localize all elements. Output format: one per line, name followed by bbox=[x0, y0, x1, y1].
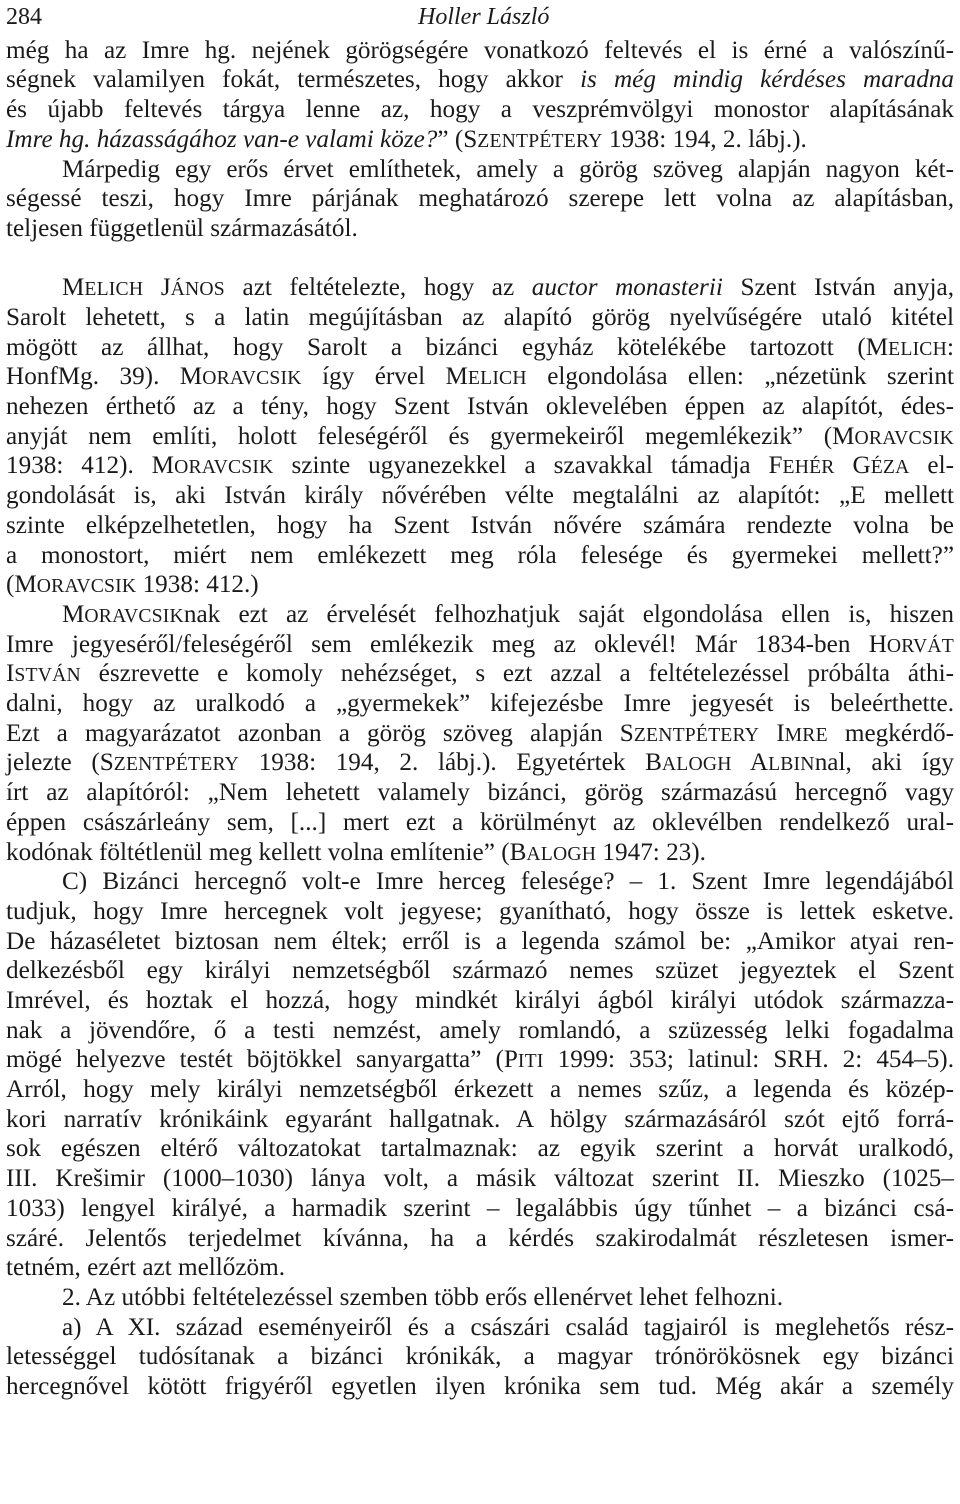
text-run: Sarolt lehetett, s a latin megújításban az alapító görög nyelvűségére utaló kitétel bbox=[6, 304, 954, 331]
text-run: HonfMg. 39). M bbox=[6, 363, 203, 390]
text-run: kori narratív krónikáink egyaránt hallgatnak. A hölgy származásáról szót ejtő forrá- bbox=[6, 1106, 954, 1133]
text-line bbox=[6, 927, 954, 957]
text-run: sok egészen eltérő változatokat tartalmaznak: az egyik szerint a horvát uralkodó, bbox=[6, 1135, 954, 1162]
page-header bbox=[6, 4, 954, 38]
text-run: megkérdő- bbox=[827, 720, 954, 747]
small-caps-name: ZENTPÉTERY bbox=[113, 753, 240, 775]
small-caps-name: ÉZA bbox=[870, 456, 910, 478]
text-line bbox=[6, 184, 954, 214]
text-line bbox=[6, 422, 954, 452]
text-line bbox=[6, 1194, 954, 1224]
text-line bbox=[6, 541, 954, 571]
italic-text: auctor monasterii bbox=[531, 274, 723, 301]
text-run: 2. Az utóbbi feltételezéssel szemben több erős ellenérvet lehet felhozni. bbox=[62, 1284, 784, 1311]
text-run: el- bbox=[909, 452, 954, 479]
text-line bbox=[6, 333, 954, 363]
text-line bbox=[6, 511, 954, 541]
text-run: nal, aki így bbox=[814, 749, 954, 776]
text-run: szinte elképzelhetetlen, hogy ha Szent István nővére számára rendezte volna be bbox=[6, 512, 954, 539]
italic-text: Imre hg. házasságához van-e valami köze? bbox=[6, 126, 438, 153]
small-caps-name: ELICH bbox=[84, 278, 144, 300]
text-line bbox=[6, 956, 954, 986]
small-caps-name: ELICH bbox=[888, 338, 947, 360]
small-caps-name: ORAVCSIK bbox=[174, 456, 274, 478]
text-run: III. Krešimir (1000–1030) lánya volt, a másik változat szerint II. Mieszko (1025– bbox=[6, 1165, 954, 1192]
text-run: nak a jövendőre, ő a testi nemzést, amely romlandó, a szüzesség lelki fogadalma bbox=[6, 1017, 954, 1044]
text-run: Arról, hogy mely királyi nemzetségből érkezett a nemes szűz, a legenda és közép- bbox=[6, 1076, 954, 1103]
small-caps-name: ORAVCSIK bbox=[202, 367, 302, 389]
text-run: 1938: 194, 2. lábj.). bbox=[602, 126, 807, 153]
text-run: 1947: 23). bbox=[596, 839, 706, 866]
text-run: (M bbox=[6, 571, 37, 598]
small-caps-name: ÁNOS bbox=[170, 278, 225, 300]
text-run: kodónak föltétlenül meg kellett volna említenie” (B bbox=[6, 839, 527, 866]
text-run: éppen császárleány sem, [...] mert ezt a körülményt az oklevélben rendelkező ural- bbox=[6, 809, 954, 836]
small-caps-name: EHÉR bbox=[782, 456, 835, 478]
text-line bbox=[6, 630, 954, 660]
small-caps-name: LBIN bbox=[768, 753, 815, 775]
text-line bbox=[6, 748, 954, 778]
small-caps-name: STVÁN bbox=[14, 664, 81, 686]
text-line bbox=[6, 1253, 954, 1283]
text-run: észrevette e komoly nehézséget, s ezt azzal a feltételezéssel próbálta áthi- bbox=[80, 660, 954, 687]
text-line bbox=[62, 600, 954, 630]
text-run: még ha az Imre hg. nejének görögségére vonatkozó feltevés el is érné a valószínű- bbox=[6, 37, 954, 64]
small-caps-name: ITI bbox=[517, 1050, 544, 1072]
text-run: ségnek valamilyen fokát, természetes, hogy akkor bbox=[6, 66, 581, 93]
text-run: és újabb feltevés tárgya lenne az, hogy a veszprémvölgyi monostor alapításának bbox=[6, 96, 954, 123]
text-run: Imre jegyeséről/feleségéről sem emlékezik meg az oklevél! Már 1834-ben H bbox=[6, 631, 887, 658]
text-line bbox=[6, 1372, 954, 1402]
page-number: 284 bbox=[6, 4, 42, 30]
small-caps-name: ORAVCSIK bbox=[854, 427, 954, 449]
text-line bbox=[6, 362, 954, 392]
text-run: I bbox=[6, 660, 15, 687]
text-line bbox=[6, 1164, 954, 1194]
text-line bbox=[6, 570, 954, 600]
small-caps-name: ELICH bbox=[467, 367, 527, 389]
small-caps-name: ZENTPÉTERY bbox=[633, 724, 760, 746]
running-head-author: Holler László bbox=[418, 4, 550, 30]
text-run: De házaséletet biztosan nem éltek; erről is a legenda számol be: „Amikor atyai ren- bbox=[6, 928, 954, 955]
text-run: mögé helyezve testét böjtökkel sanyargatta” (P bbox=[6, 1046, 518, 1073]
small-caps-name: MRE bbox=[784, 724, 828, 746]
text-line bbox=[6, 838, 954, 868]
text-run: ségessé teszi, hogy Imre párjának meghatározó szerepe lett volna az alapításban, bbox=[6, 185, 954, 212]
text-run: teljesen függetlenül származásától. bbox=[6, 215, 358, 242]
text-run: 1938: 412.) bbox=[136, 571, 259, 598]
text-run: így érvel M bbox=[301, 363, 468, 390]
italic-text: is még mindig kérdéses maradna bbox=[580, 66, 954, 93]
text-run: jelezte (S bbox=[6, 749, 114, 776]
text-run: hercegnővel kötött frigyéről egyetlen ilyen krónika sem tud. Még akár a személy bbox=[6, 1373, 954, 1400]
text-run: gondolását is, aki István király nővérében vélte megtalálni az alapítót: „E mellett bbox=[6, 482, 954, 509]
text-line bbox=[62, 155, 954, 185]
text-run: tudjuk, hogy Imre hercegnek volt jegyese; gyanítható, hogy össze is lettek esketve. bbox=[6, 898, 954, 925]
text-line bbox=[6, 1224, 954, 1254]
text-run: a monostort, miért nem emlékezett meg róla felesége és gyermekei mellett?” bbox=[6, 542, 954, 569]
text-line bbox=[6, 303, 954, 333]
text-run: Márpedig egy erős érvet említhetek, amely a görög szöveg alapján nagyon két- bbox=[62, 156, 954, 183]
text-run: mögött az állhat, hogy Sarolt a bizánci egyház kötelékébe tartozott (M bbox=[6, 334, 889, 361]
small-caps-name: ORAVCSIK bbox=[84, 605, 184, 627]
text-line bbox=[6, 36, 954, 66]
text-run: 1938: 194, 2. lábj.). Egyetértek B bbox=[239, 749, 662, 776]
text-run: G bbox=[834, 452, 871, 479]
text-line bbox=[6, 65, 954, 95]
text-line bbox=[6, 719, 954, 749]
text-line bbox=[6, 481, 954, 511]
text-line bbox=[6, 451, 954, 481]
text-run: nak ezt az érvelését felhozhatjuk saját elgondolása ellen is, hiszen bbox=[183, 601, 954, 628]
text-run: dalni, hogy az uralkodó a „gyermekek” kifejezésbe Imre jegyesét is beleérthette. bbox=[6, 690, 954, 717]
text-run: Imrével, és hoztak el hozzá, hogy mindkét királyi ágból királyi utódok származza- bbox=[6, 987, 954, 1014]
text-line bbox=[6, 125, 954, 155]
text-run: Szent István anyja, bbox=[722, 274, 954, 301]
text-line bbox=[62, 1283, 954, 1313]
small-caps-name: ALOGH bbox=[661, 753, 732, 775]
text-run: írt az alapítóról: „Nem lehetett valamely bizánci, görög származású hercegnő vagy bbox=[6, 779, 954, 806]
text-line bbox=[6, 1134, 954, 1164]
text-run: 1938: 412). M bbox=[6, 452, 175, 479]
text-line bbox=[6, 659, 954, 689]
text-run: elgondolása ellen: „nézetünk szerint bbox=[526, 363, 954, 390]
text-line bbox=[62, 1313, 954, 1343]
small-caps-name: ZENTPÉTERY bbox=[477, 130, 603, 152]
text-run: J bbox=[143, 274, 171, 301]
text-run: azt feltételezte, hogy az bbox=[224, 274, 532, 301]
text-run: szinte ugyanezekkel a szavakkal támadja F bbox=[273, 452, 783, 479]
text-run: C) Bizánci hercegnő volt-e Imre herceg felesége? – 1. Szent Imre legendájából bbox=[62, 868, 954, 895]
small-caps-name: ALOGH bbox=[526, 843, 597, 865]
text-run: M bbox=[62, 274, 85, 301]
text-line bbox=[6, 392, 954, 422]
text-line bbox=[6, 1105, 954, 1135]
text-line bbox=[62, 273, 954, 303]
text-run: 1033) lengyel királyé, a harmadik szerint – legalábbis úgy tűnhet – a bizánci csá- bbox=[6, 1195, 954, 1222]
text-line bbox=[6, 1045, 954, 1075]
text-line bbox=[6, 1075, 954, 1105]
text-run: I bbox=[759, 720, 785, 747]
text-run: a) A XI. század eseményeiről és a császári család tagjairól is meglehetős rész- bbox=[62, 1314, 954, 1341]
text-line bbox=[6, 95, 954, 125]
text-line bbox=[62, 867, 954, 897]
text-run: nehezen érthető az a tény, hogy Szent István oklevelében éppen az alapítót, édes- bbox=[6, 393, 954, 420]
text-run: anyját nem említi, holott feleségéről és gyermekeiről megemlékezik” (M bbox=[6, 423, 855, 450]
text-run: száré. Jelentős terjedelmet kívánna, ha a kérdés szakirodalmát részletesen ismer- bbox=[6, 1225, 954, 1252]
text-line bbox=[6, 897, 954, 927]
text-line bbox=[6, 986, 954, 1016]
text-line bbox=[6, 1342, 954, 1372]
text-run: Ezt a magyarázatot azonban a görög szöveg alapján S bbox=[6, 720, 634, 747]
text-line bbox=[6, 778, 954, 808]
text-run: tetném, ezért azt mellőzöm. bbox=[6, 1254, 286, 1281]
document-page bbox=[6, 0, 954, 1504]
text-line bbox=[6, 1016, 954, 1046]
text-line bbox=[6, 808, 954, 838]
text-line bbox=[6, 689, 954, 719]
text-run: letességgel tudósítanak a bizánci krónikák, a magyar trónörökösnek egy bizánci bbox=[6, 1343, 954, 1370]
text-run: A bbox=[731, 749, 769, 776]
small-caps-name: ORVÁT bbox=[886, 635, 954, 657]
text-run: 1999: 353; latinul: SRH. 2: 454–5). bbox=[543, 1046, 954, 1073]
text-line bbox=[6, 214, 954, 244]
text-run: : bbox=[947, 334, 954, 361]
text-run: M bbox=[62, 601, 85, 628]
text-run: ” (S bbox=[437, 126, 478, 153]
small-caps-name: ORAVCSIK bbox=[36, 575, 137, 597]
text-run: delkezésből egy királyi nemzetségből származó nemes szüzet jegyeztek el Szent bbox=[6, 957, 954, 984]
